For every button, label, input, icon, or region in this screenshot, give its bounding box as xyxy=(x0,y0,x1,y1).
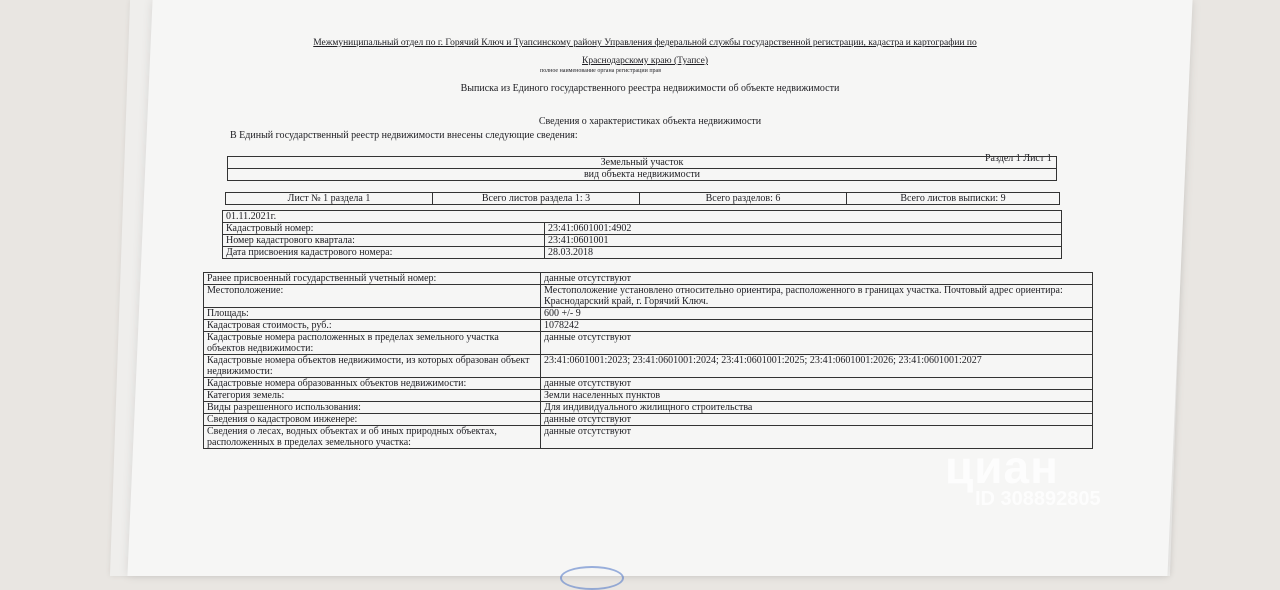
table-row xyxy=(204,285,1093,308)
extract-date: 01.11.2021г. xyxy=(223,211,1062,223)
row-label: Категория земель: xyxy=(204,390,541,402)
stamp-mark xyxy=(560,566,624,590)
row-label: Площадь: xyxy=(204,308,541,320)
table-row xyxy=(204,390,1093,402)
row-value: 23:41:0601001:2023; 23:41:0601001:2024; 23:41:0601001:2025; 23:41:0601001:2026; 23:41:0601001:2027 xyxy=(541,355,1093,378)
row-value: данные отсутствуют xyxy=(541,426,1093,449)
table-row xyxy=(204,320,1093,332)
table-row xyxy=(223,223,1062,235)
table-row xyxy=(204,273,1093,285)
basic-info-table xyxy=(222,210,1062,259)
sheet-info-table xyxy=(225,192,1060,205)
row-label: Кадастровый номер: xyxy=(223,223,545,235)
sheet-total-section: Всего листов раздела 1: 3 xyxy=(433,193,640,205)
row-value: Земли населенных пунктов xyxy=(541,390,1093,402)
table-row xyxy=(223,247,1062,259)
row-value: данные отсутствуют xyxy=(541,414,1093,426)
table-row xyxy=(204,308,1093,320)
object-type-caption: вид объекта недвижимости xyxy=(228,169,1057,181)
row-label: Сведения о лесах, водных объектах и об иных природных объектах, расположенных в пределах земельного участка: xyxy=(204,426,541,449)
sheet-total-sections: Всего разделов: 6 xyxy=(640,193,847,205)
intro-text: В Единый государственный реестр недвижимости внесены следующие сведения: xyxy=(230,130,578,141)
table-row xyxy=(204,414,1093,426)
row-value: Местоположение установлено относительно ориентира, расположенного в границах участка. Почтовый адрес ориентира: Краснодарский край, г. Горячий Ключ. xyxy=(541,285,1093,308)
row-label: Кадастровые номера расположенных в пределах земельного участка объектов недвижимости: xyxy=(204,332,541,355)
table-row xyxy=(223,235,1062,247)
sheet-total-extract: Всего листов выписки: 9 xyxy=(847,193,1060,205)
row-label: Кадастровая стоимость, руб.: xyxy=(204,320,541,332)
cian-watermark xyxy=(945,440,1101,511)
row-label: Местоположение: xyxy=(204,285,541,308)
document-title: Выписка из Единого государственного реестра недвижимости об объекте недвижимости xyxy=(460,83,840,94)
row-label: Номер кадастрового квартала: xyxy=(223,235,545,247)
row-value: данные отсутствуют xyxy=(541,273,1093,285)
row-label: Кадастровые номера объектов недвижимости, из которых образован объект недвижимости: xyxy=(204,355,541,378)
row-value: Для индивидуального жилищного строительства xyxy=(541,402,1093,414)
object-type: Земельный участок xyxy=(228,157,1057,169)
table-row xyxy=(204,355,1093,378)
row-label: Сведения о кадастровом инженере: xyxy=(204,414,541,426)
details-table xyxy=(203,272,1093,449)
section-label: Раздел 1 Лист 1 xyxy=(985,153,1052,164)
listing-id: ID 308892805 xyxy=(975,488,1101,510)
table-row xyxy=(204,378,1093,390)
sheet-number: Лист № 1 раздела 1 xyxy=(226,193,433,205)
row-label: Ранее присвоенный государственный учетный номер: xyxy=(204,273,541,285)
registry-office-line1: Межмуниципальный отдел по г. Горячий Ключ и Туапсинскому району Управления федеральной службы государственной регистрации, кадастра и картографии по xyxy=(313,38,977,48)
registry-office-caption: полное наименование органа регистрации прав xyxy=(540,68,662,74)
row-value: 23:41:0601001:4902 xyxy=(545,223,1062,235)
row-label: Дата присвоения кадастрового номера: xyxy=(223,247,545,259)
row-value: данные отсутствуют xyxy=(541,378,1093,390)
row-value: 600 +/- 9 xyxy=(541,308,1093,320)
table-row xyxy=(204,402,1093,414)
cian-logo: циан xyxy=(945,441,1059,493)
section-title: Сведения о характеристиках объекта недвижимости xyxy=(538,116,762,127)
row-label: Кадастровые номера образованных объектов недвижимости: xyxy=(204,378,541,390)
row-value: 1078242 xyxy=(541,320,1093,332)
row-value: 28.03.2018 xyxy=(545,247,1062,259)
object-type-table xyxy=(227,156,1057,181)
row-value: 23:41:0601001 xyxy=(545,235,1062,247)
row-label: Виды разрешенного использования: xyxy=(204,402,541,414)
table-row xyxy=(204,332,1093,355)
registry-office-line2: Краснодарскому краю (Туапсе) xyxy=(582,56,708,66)
row-value: данные отсутствуют xyxy=(541,332,1093,355)
